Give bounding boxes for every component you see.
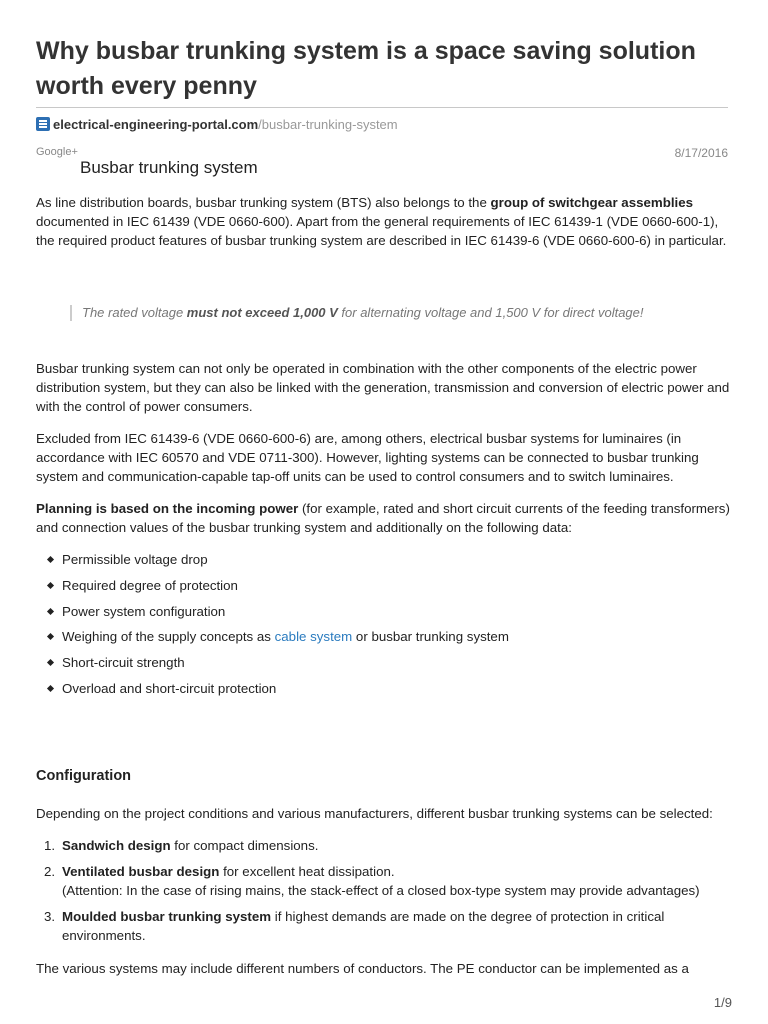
list-item-text: Weighing of the supply concepts as (62, 629, 275, 645)
bullet-diamond-icon (47, 633, 54, 640)
source-link[interactable] (36, 117, 398, 133)
section-title: Busbar trunking system (80, 158, 258, 177)
paragraph-planning (36, 499, 736, 537)
planning-data-list (36, 550, 509, 705)
source-domain[interactable]: electrical-engineering-portal.com (53, 117, 259, 132)
document-icon (36, 117, 50, 131)
list-item-text: Power system configuration (62, 603, 226, 619)
article-title: Why busbar trunking system is a space saving solution worth every penny (36, 37, 696, 100)
list-item (36, 550, 509, 576)
item-bold: Moulded busbar trunking system (62, 909, 272, 924)
source-path[interactable]: /busbar-trunking-system (258, 117, 398, 132)
item-text: if highest demands are made on the degree of protection in critical environments. (62, 909, 665, 943)
page-number: 1/9 (713, 995, 732, 1010)
cable-system-link[interactable]: cable system (274, 629, 353, 645)
list-item-text: Overload and short-circuit protection (62, 680, 277, 696)
bullet-diamond-icon (47, 685, 54, 692)
paragraph-operation: Busbar trunking system can not only be operated in combination with the other components of the electric power distribution system, but they can also be linked with the generation, transmission and conversion of electric power and with the control of power consumers. (36, 361, 730, 414)
item-bold: Sandwich design (62, 838, 171, 853)
system-types-list (36, 836, 736, 952)
list-item-text: Short-circuit strength (62, 655, 185, 671)
item-number: 3. (44, 909, 56, 924)
paragraph-selection: Depending on the project conditions and various manufacturers, different busbar trunking systems can be selected: (36, 806, 713, 821)
list-item (36, 679, 509, 705)
list-item (36, 653, 509, 679)
google-plus-label[interactable]: Google+ (36, 146, 78, 158)
list-item-text: Permissible voltage drop (62, 552, 208, 567)
paragraph-conductors: The various systems may include different numbers of conductors. The PE conductor can be implemented as a (36, 961, 689, 976)
title-divider (36, 107, 728, 108)
item-bold: Ventilated busbar design (62, 864, 220, 879)
item-text: for excellent heat dissipation. (219, 864, 395, 879)
list-item-text-rest: or busbar trunking system (352, 629, 509, 645)
bullet-diamond-icon (47, 556, 54, 563)
list-item (36, 627, 509, 653)
quote-text-rest: for alternating voltage and 1,500 V for direct voltage! (337, 305, 644, 320)
paragraph-intro (36, 193, 736, 250)
item-text: for compact dimensions. (170, 838, 319, 853)
intro-text-rest: documented in IEC 61439 (VDE 0660-600). Apart from the general requirements of IEC 61439-1 (VDE 0660-600-1), the required product features of busbar trunking system are described in IEC 61439-6 (VDE 0660-600-6) in particular. (36, 214, 727, 248)
list-item (36, 602, 509, 628)
blockquote (70, 305, 644, 321)
intro-text: As line distribution boards, busbar trunking system (BTS) also belongs to the (36, 195, 491, 210)
list-item (36, 576, 509, 602)
planning-bold: Planning is based on the incoming power (36, 501, 299, 516)
intro-bold: group of switchgear assemblies (490, 195, 694, 210)
bullet-diamond-icon (47, 659, 54, 666)
configuration-heading: Configuration (36, 768, 132, 784)
bullet-diamond-icon (47, 582, 54, 589)
numbered-item (36, 836, 736, 855)
item-note: (Attention: In the case of rising mains, the stack-effect of a closed box-type system may provide advantages) (62, 883, 700, 898)
item-number: 2. (44, 864, 56, 879)
quote-bold: must not exceed 1,000 V (186, 305, 338, 320)
planning-text: (for example, rated and short circuit currents of the feeding transformers) and connection values of the busbar trunking system and additionally on the following data: (36, 501, 730, 535)
numbered-item (36, 907, 736, 945)
paragraph-exclusions: Excluded from IEC 61439-6 (VDE 0660-600-6) are, among others, electrical busbar systems for luminaires (in accordance with IEC 60570 and VDE 0711-300). However, lighting systems can be connected to busbar trunking system and communication-capable tap-off units can be used to control consumers and to switch luminaires. (36, 431, 699, 484)
bullet-diamond-icon (47, 608, 54, 615)
publish-date: 8/17/2016 (674, 146, 728, 160)
list-item-text: Required degree of protection (62, 577, 238, 593)
item-number: 1. (44, 838, 56, 853)
quote-text: The rated voltage (82, 305, 187, 320)
numbered-item (36, 862, 736, 900)
